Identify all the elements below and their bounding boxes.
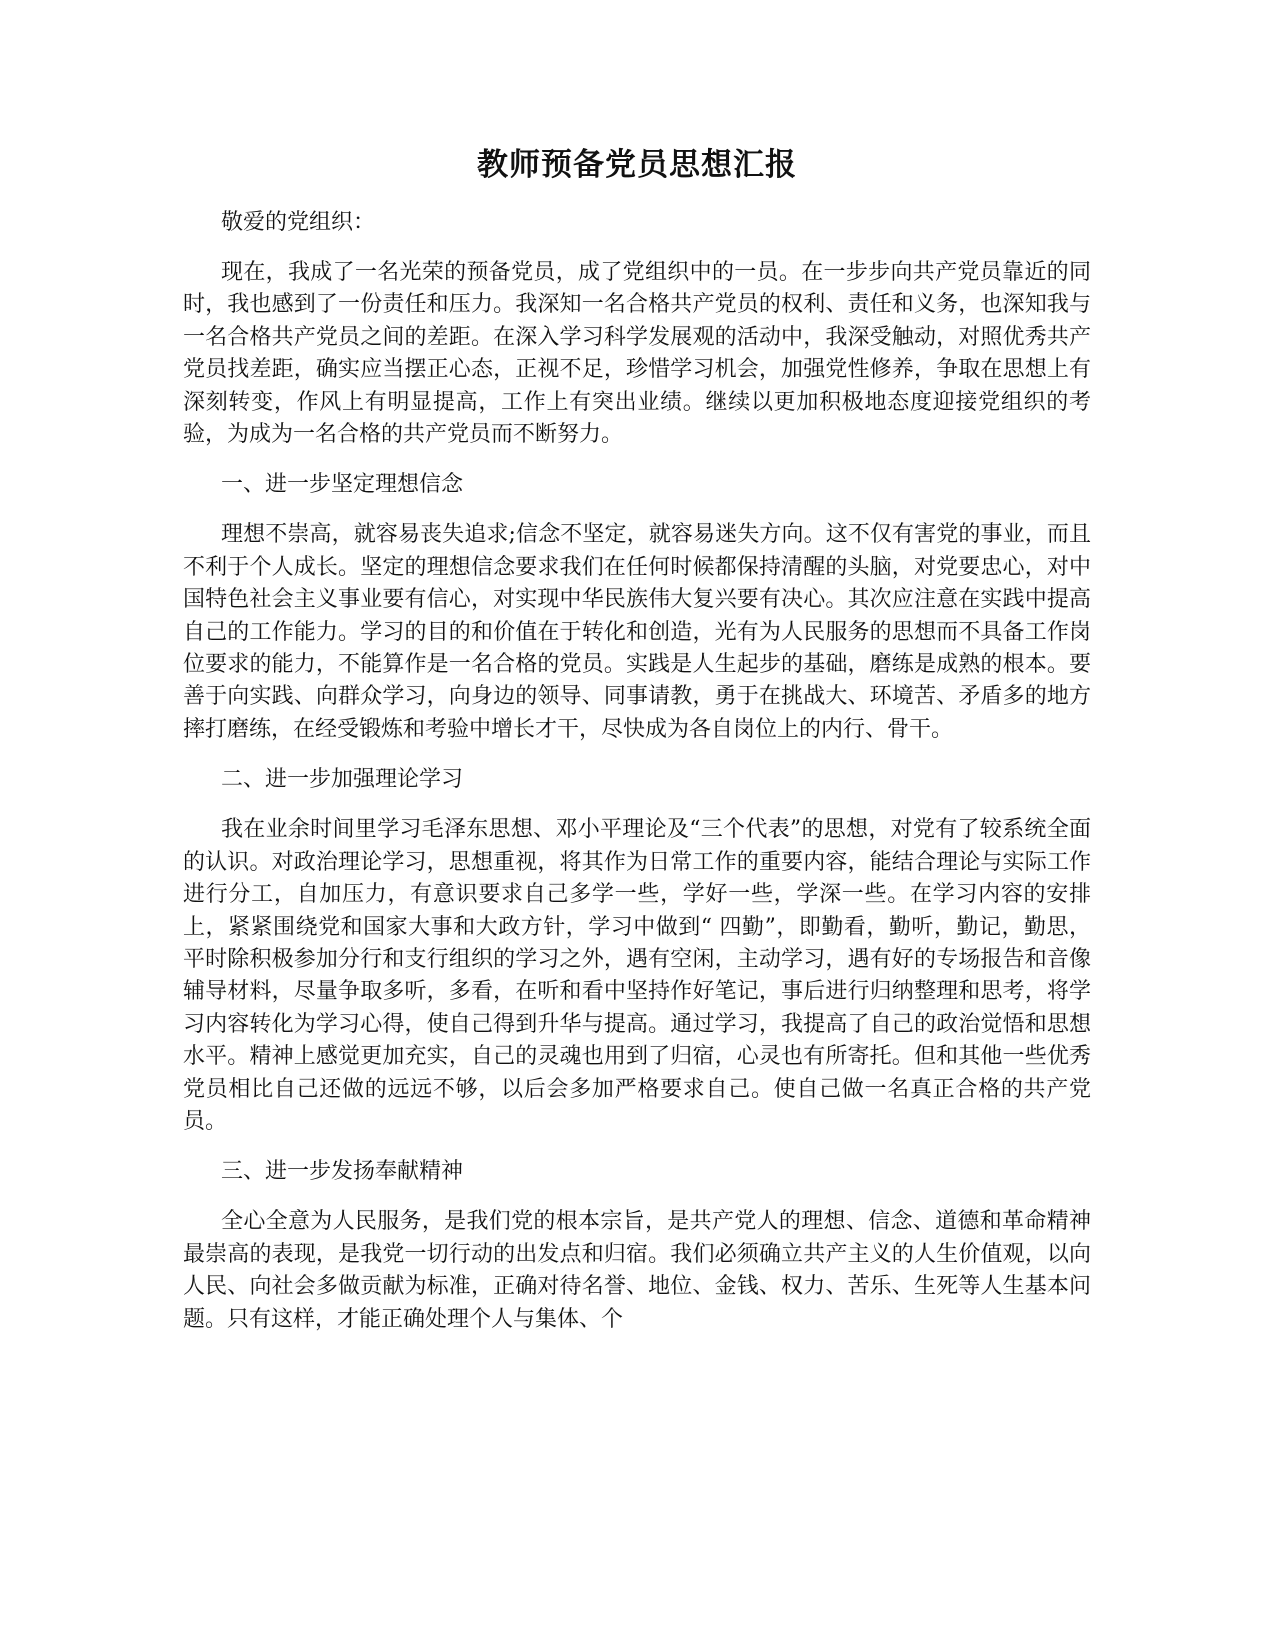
intro-paragraph: 现在，我成了一名光荣的预备党员，成了党组织中的一员。在一步步向共产党员靠近的同时，我也感到了一份责任和压力。我深知一名合格共产党员的权利、责任和义务，也深知我与一名合格共产党员之间的差距。在深入学习科学发展观的活动中，我深受触动，对照优秀共产党员找差距，确实应当摆正心态，正视不足，珍惜学习机会，加强党性修养，争取在思想上有深刻转变，作风上有明显提高，工作上有突出业绩。继续以更加积极地态度迎接党组织的考验，为成为一名合格的共产党员而不断努力。 <box>183 260 1091 448</box>
section-heading-1: 一、进一步坚定理想信念 <box>221 472 464 498</box>
section-body-2: 我在业余时间里学习毛泽东思想、邓小平理论及“三个代表”的思想，对党有了较系统全面的认识。对政治理论学习，思想重视，将其作为日常工作的重要内容，能结合理论与实际工作进行分工，自加压力，有意识要求自己多学一些，学好一些，学深一些。在学习内容的安排上，紧紧围绕党和国家大事和大政方针，学习中做到“ 四勤”，即勤看，勤听，勤记，勤思，平时除积极参加分行和支行组织的学习之外，遇有空闲，主动学习，遇有好的专场报告和音像辅导材料，尽量争取多听，多看，在听和看中坚持作好笔记，事后进行归纳整理和思考，将学习内容转化为学习心得，使自己得到升华与提高。通过学习，我提高了自己的政治觉悟和思想水平。精神上感觉更加充实，自己的灵魂也用到了归宿，心灵也有所寄托。但和其他一些优秀党员相比自己还做的远远不够，以后会多加严格要求自己。使自己做一名真正合格的共产党员。 <box>183 817 1091 1134</box>
section-heading-3: 三、进一步发扬奉献精神 <box>221 1159 464 1185</box>
salutation: 敬爱的党组织： <box>221 210 376 235</box>
section-body-1: 理想不崇高，就容易丧失追求;信念不坚定，就容易迷失方向。这不仅有害党的事业，而且不利于个人成长。坚定的理想信念要求我们在任何时候都保持清醒的头脑，对党要忠心，对中国特色社会主义事业要有信心，对实现中华民族伟大复兴要有决心。其次应注意在实践中提高自己的工作能力。学习的目的和价值在于转化和创造，光有为人民服务的思想而不具备工作岗位要求的能力，不能算作是一名合格的党员。实践是人生起步的基础，磨练是成熟的根本。要善于向实践、向群众学习，向身边的领导、同事请教，勇于在挑战大、环境苦、矛盾多的地方摔打磨练，在经受锻炼和考验中增长才干，尽快成为各自岗位上的内行、骨干。 <box>183 522 1091 742</box>
document-title: 教师预备党员思想汇报 <box>477 147 797 183</box>
section-heading-2: 二、进一步加强理论学习 <box>221 767 464 793</box>
document-page <box>183 145 1091 1354</box>
section-body-3: 全心全意为人民服务，是我们党的根本宗旨，是共产党人的理想、信念、道德和革命精神最崇高的表现，是我党一切行动的出发点和归宿。我们必须确立共产主义的人生价值观，以向人民、向社会多做贡献为标准，正确对待名誉、地位、金钱、权力、苦乐、生死等人生基本问题。只有这样，才能正确处理个人与集体、个 <box>183 1209 1091 1332</box>
